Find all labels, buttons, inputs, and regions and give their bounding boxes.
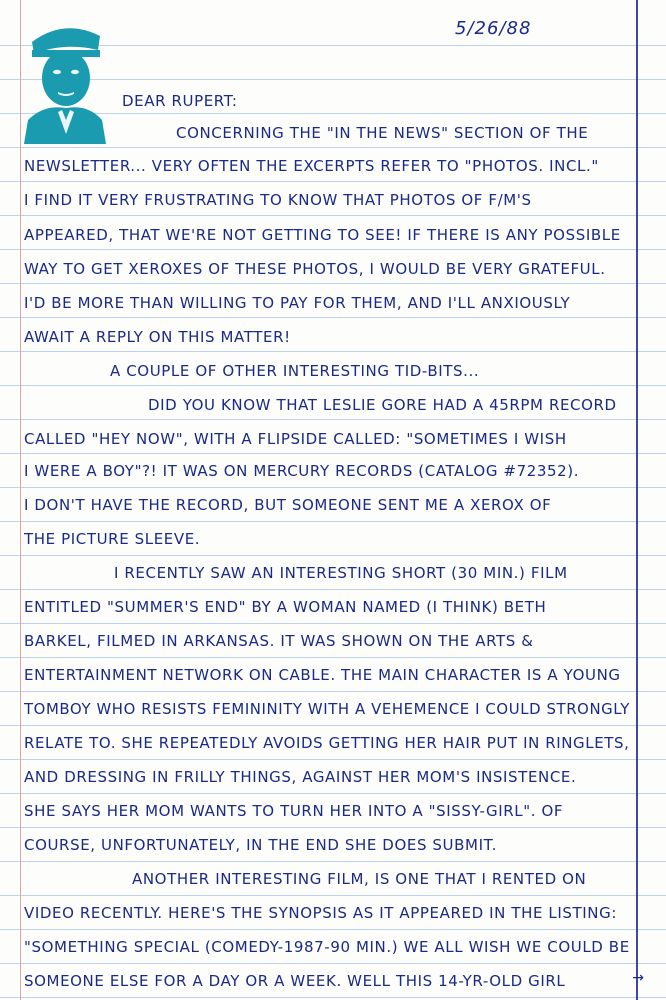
letter-line: I FIND IT VERY FRUSTRATING TO KNOW THAT PHOTOS OF F/M'S [24, 191, 532, 209]
letter-line: I WERE A BOY"?! IT WAS ON MERCURY RECORDS (CATALOG #72352). [24, 462, 580, 480]
page-edge-rule [636, 0, 638, 1000]
letter-line: NEWSLETTER... VERY OFTEN THE EXCERPTS REFER TO "PHOTOS. INCL." [24, 157, 599, 175]
letter-line: VIDEO RECENTLY. HERE'S THE SYNOPSIS AS IT APPEARED IN THE LISTING: [24, 904, 617, 922]
letter-line: A COUPLE OF OTHER INTERESTING TID-BITS... [110, 362, 480, 380]
salutation: DEAR RUPERT: [122, 92, 238, 110]
letter-line: I'D BE MORE THAN WILLING TO PAY FOR THEM, AND I'LL ANXIOUSLY [24, 294, 571, 312]
letter-line: RELATE TO. SHE REPEATEDLY AVOIDS GETTING HER HAIR PUT IN RINGLETS, [24, 734, 630, 752]
letter-line: BARKEL, FILMED IN ARKANSAS. IT WAS SHOWN ON THE ARTS & [24, 632, 534, 650]
letter-line: I RECENTLY SAW AN INTERESTING SHORT (30 MIN.) FILM [114, 564, 568, 582]
letter-line: CALLED "HEY NOW", WITH A FLIPSIDE CALLED: "SOMETIMES I WISH [24, 430, 567, 448]
letter-line: AND DRESSING IN FRILLY THINGS, AGAINST HER MOM'S INSISTENCE. [24, 768, 577, 786]
letter-date: 5/26/88 [455, 18, 532, 39]
portrait-stamp-icon [14, 16, 114, 144]
letter-line: COURSE, UNFORTUNATELY, IN THE END SHE DOES SUBMIT. [24, 836, 497, 854]
letter-line: THE PICTURE SLEEVE. [24, 530, 201, 548]
letter-line: "SOMETHING SPECIAL (COMEDY-1987-90 MIN.) WE ALL WISH WE COULD BE [24, 938, 630, 956]
letter-line: ENTITLED "SUMMER'S END" BY A WOMAN NAMED (I THINK) BETH [24, 598, 547, 616]
letter-line: ANOTHER INTERESTING FILM, IS ONE THAT I RENTED ON [132, 870, 587, 888]
letter-line: WAY TO GET XEROXES OF THESE PHOTOS, I WOULD BE VERY GRATEFUL. [24, 260, 606, 278]
letter-line: CONCERNING THE "IN THE NEWS" SECTION OF THE [176, 124, 589, 142]
margin-rule [20, 0, 21, 1000]
letter-line: APPEARED, THAT WE'RE NOT GETTING TO SEE! IF THERE IS ANY POSSIBLE [24, 226, 621, 244]
letter-line: ENTERTAINMENT NETWORK ON CABLE. THE MAIN CHARACTER IS A YOUNG [24, 666, 621, 684]
letter-line: SHE SAYS HER MOM WANTS TO TURN HER INTO A "SISSY-GIRL". OF [24, 802, 564, 820]
letter-line: I DON'T HAVE THE RECORD, BUT SOMEONE SENT ME A XEROX OF [24, 496, 552, 514]
continuation-arrow-icon: → [632, 970, 644, 986]
letter-line: AWAIT A REPLY ON THIS MATTER! [24, 328, 291, 346]
letter-line: DID YOU KNOW THAT LESLIE GORE HAD A 45RPM RECORD [148, 396, 617, 414]
letter-line: TOMBOY WHO RESISTS FEMININITY WITH A VEHEMENCE I COULD STRONGLY [24, 700, 630, 718]
letter-line: SOMEONE ELSE FOR A DAY OR A WEEK. WELL THIS 14-YR-OLD GIRL [24, 972, 566, 990]
